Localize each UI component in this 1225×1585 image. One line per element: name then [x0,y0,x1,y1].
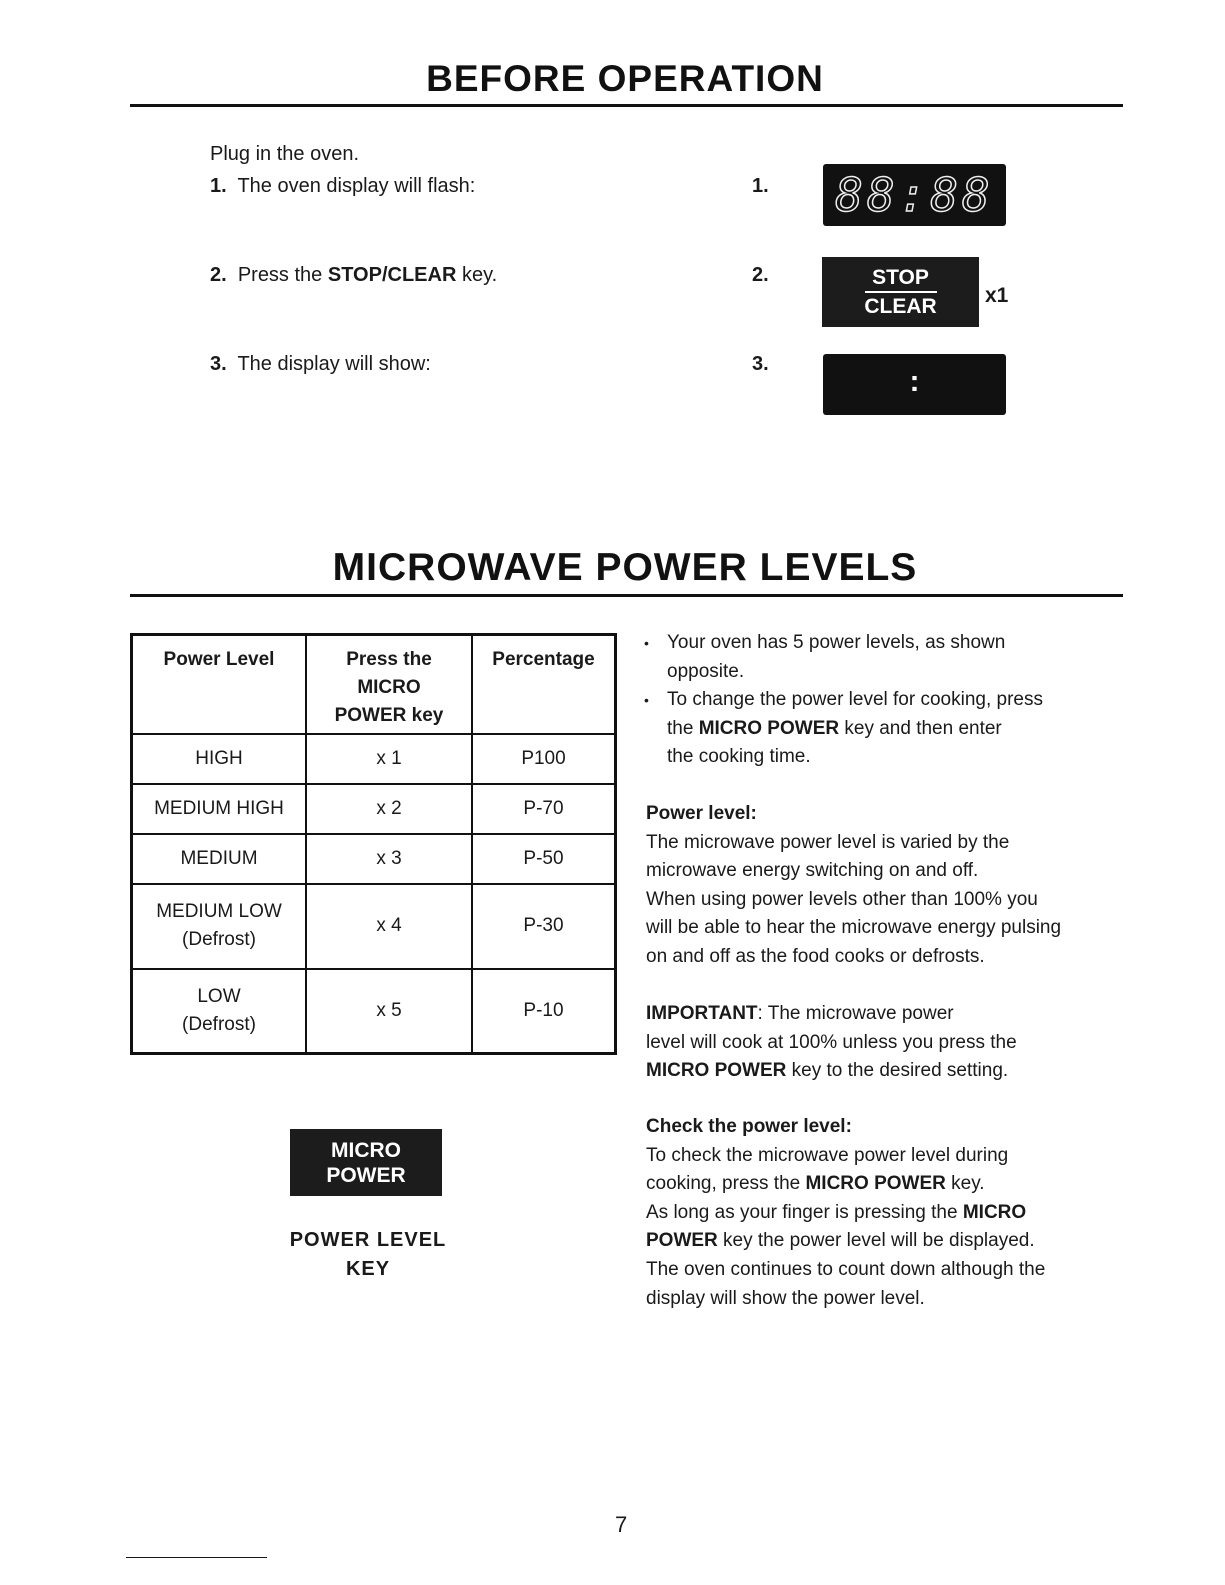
table-header-row [132,635,616,734]
display-flashing: 88:88 [823,164,1006,226]
section-title-before-operation: BEFORE OPERATION [426,58,824,99]
bullet-list [646,629,1126,772]
title-rule [130,104,1123,107]
bullet-item: • Your oven has 5 power levels, as shown opposite. [646,629,1126,686]
section-title-power-levels: MICROWAVE POWER LEVELS [332,546,918,589]
header-power-level: Power Level [132,635,307,734]
header-percentage: Percentage [472,635,616,734]
stop-clear-key: STOP CLEAR [822,257,979,327]
intro-text: Plug in the oven. [210,143,359,165]
link-underline [126,1557,267,1558]
table-row: HIGH x 1 P100 [132,734,616,784]
power-level-section: Power level: The microwave power level is varied by the microwave energy switching on and off. When using power levels other than 100% you will be able to hear the microwave energy pulsing on and off as the food cooks or defrosts. [646,803,1062,967]
title-rule [130,594,1123,597]
step-2: 2. Press the STOP/CLEAR key. [210,264,498,286]
step-1: 1. The oven display will flash: [210,175,476,197]
power-level-key-caption: POWER LEVEL KEY [289,1229,447,1280]
bullet-item: • To change the power level for cooking, press the MICRO POWER key and then enter the cooking time. [646,686,1126,772]
step-1-number: 1. [752,175,769,197]
important-note: IMPORTANT: The microwave power level will cook at 100% unless you press the MICRO POWER key to the desired setting. [646,1003,1017,1082]
display-colon: : [823,354,1006,415]
micro-power-key: MICRO POWER [290,1129,442,1196]
power-level-table [130,633,617,1055]
table-row: MEDIUM HIGH x 2 P-70 [132,784,616,834]
step-3-number: 3. [752,353,769,375]
table-row: MEDIUM x 3 P-50 [132,834,616,884]
check-heading: Check the power level: [646,1116,852,1137]
step-2-number: 2. [752,264,769,286]
power-level-heading: Power level: [646,803,757,824]
key-divider [865,291,937,293]
page-number: 7 [615,1512,628,1537]
press-count: x1 [985,284,1009,307]
check-power-level-section: Check the power level: To check the microwave power level during cooking, press the MICRO POWER key. As long as your finger is pressing the MICRO POWER key the power level will be displayed. The oven continues to count down although the display will show the power level. [646,1116,1046,1309]
step-3: 3. The display will show: [210,353,431,375]
table-row: MEDIUM LOW (Defrost) x 4 P-30 [132,884,616,969]
table-row: LOW (Defrost) x 5 P-10 [132,969,616,1054]
header-press: Press the MICRO POWER key [306,635,472,734]
